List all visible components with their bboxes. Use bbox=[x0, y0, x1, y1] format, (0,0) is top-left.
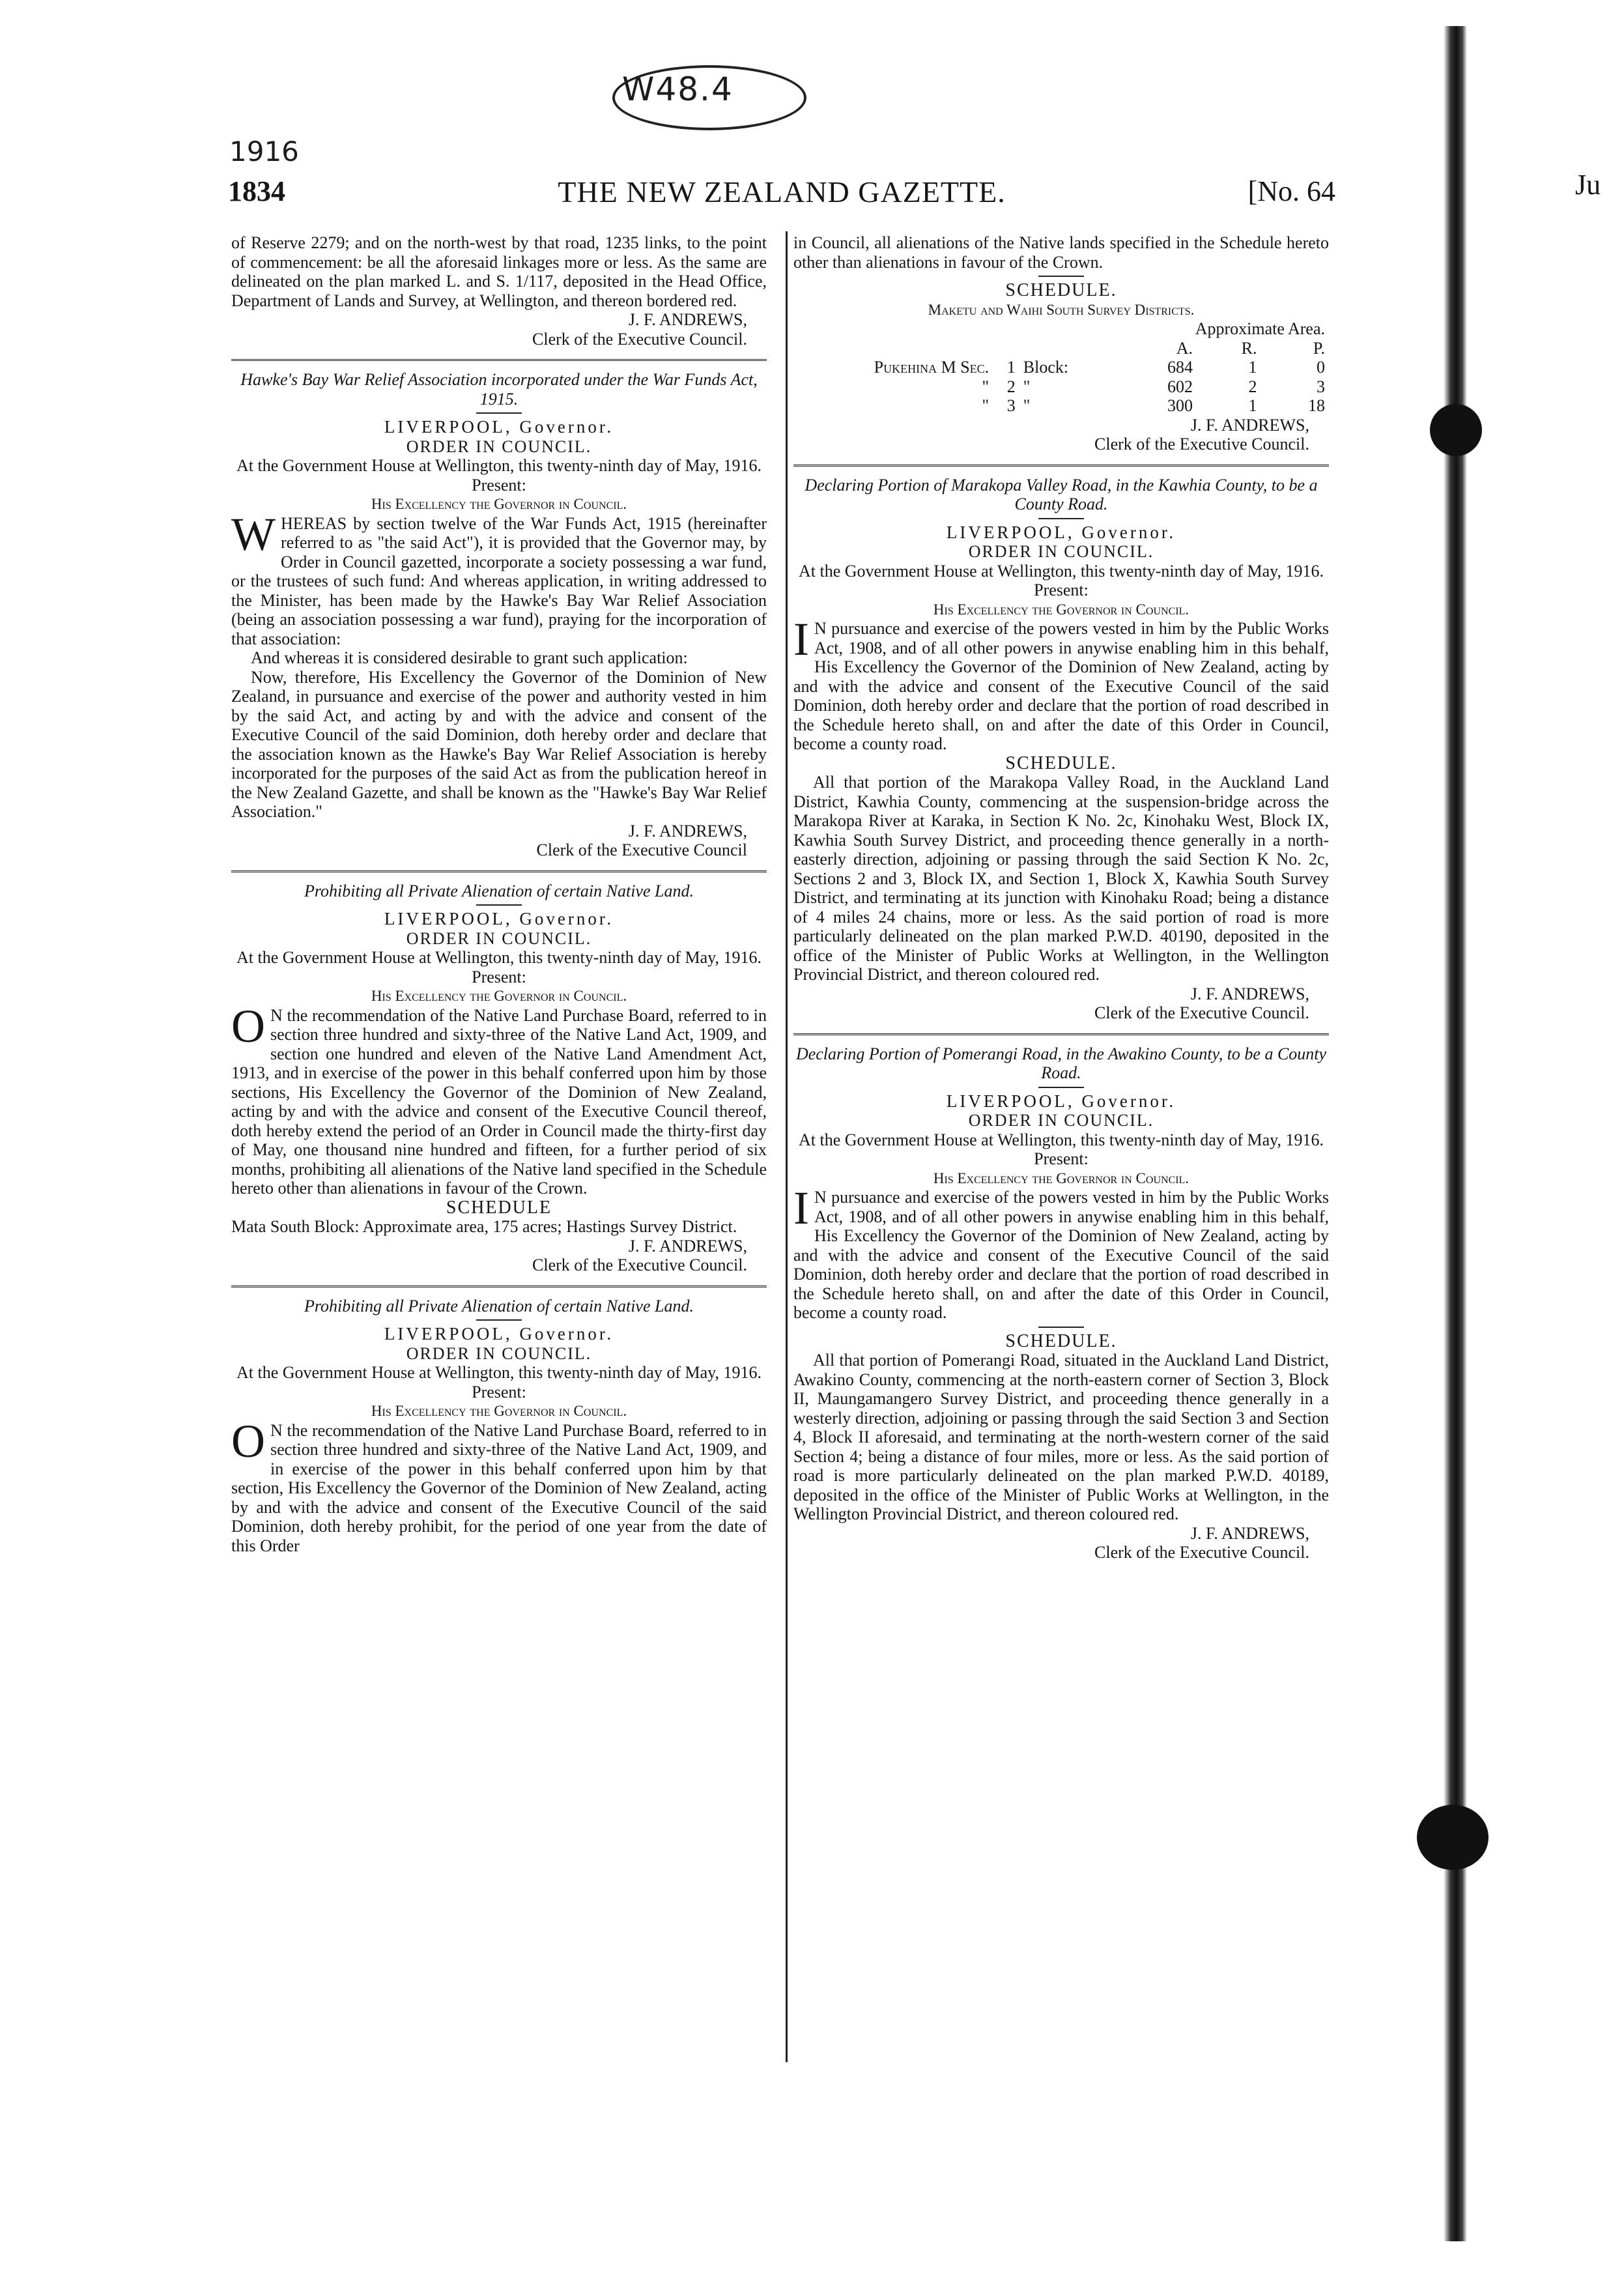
table-row: Pukehina M Sec. 1 Block: 684 1 0 bbox=[874, 358, 1325, 377]
excellency-line: His Excellency the Governor in Council. bbox=[933, 601, 1190, 618]
drop-cap: O bbox=[231, 999, 265, 1052]
body-paragraph: O N the recommendation of the Native Land Purchase Board, referred to in section three hundred and sixty-three of the Native Land Act, 1909, and in exercise of the power in this behalf conferred upon him by that section, His Excellency the Governor of the Dominion of New Zealand, acting by and with the advice and consent of the Executive Council of the said Dominion, doth hereby prohibit, for the period of one year from the date of this Order bbox=[231, 1414, 767, 1555]
present-label: Present: bbox=[1034, 581, 1089, 599]
schedule-table bbox=[793, 319, 1329, 416]
drop-cap: I bbox=[793, 1182, 809, 1234]
excellency-line: His Excellency the Governor in Council. bbox=[371, 988, 627, 1004]
signature-title: Clerk of the Executive Council. bbox=[532, 329, 747, 349]
place-date: At the Government House at Wellington, this twenty-ninth day of May, 1916. bbox=[799, 1130, 1324, 1149]
section-divider bbox=[231, 359, 767, 362]
binding-hole-bottom bbox=[1417, 1805, 1489, 1870]
order-in-council: ORDER IN COUNCIL. bbox=[968, 1111, 1154, 1130]
present-label: Present: bbox=[472, 967, 526, 986]
place-date: At the Government House at Wellington, this twenty-ninth day of May, 1916. bbox=[799, 561, 1324, 581]
handwritten-year: 1916 bbox=[229, 136, 299, 167]
excellency-line: His Excellency the Governor in Council. bbox=[371, 496, 627, 512]
right-column bbox=[793, 233, 1329, 1562]
section-divider bbox=[793, 465, 1329, 468]
excellency-line: His Excellency the Governor in Council. bbox=[371, 1403, 627, 1419]
signature: J. F. ANDREWS, bbox=[1190, 984, 1309, 1003]
schedule-text: Mata South Block: Approximate area, 175 acres; Hastings Survey District. bbox=[231, 1217, 737, 1236]
body-paragraph: I N pursuance and exercise of the powers vested in him by the Public Works Act, 1908, and of all other powers in anywise enabling him in this behalf, His Excellency the Governor of the Dominion of New Zealand, acting by and with the advice and consent of the Executive Council of the said Dominion, doth hereby order and declare that the portion of road described in the Schedule hereto shall, on and after the date of this Order in Council, become a county road. bbox=[793, 613, 1329, 753]
issue-number: [No. 64 bbox=[1247, 175, 1335, 207]
rule bbox=[476, 1319, 522, 1321]
notice-heading: Declaring Portion of Marakopa Valley Road, in the Kawhia County, to be a County Road. bbox=[805, 475, 1318, 513]
body-paragraph: WHEREAS by section twelve of the War Funds Act, 1915 (hereinafter referred to as "the said Act"), it is provided that the Governor may, by Order in Council gazetted, incorporate a society possessing a war fund, or the trustees of such fund: And whereas application, in writing addressed to the Minister, has been made by the Hawke's Bay War Relief Association (being an association possessing a war fund), praying for the incorporation of that association: bbox=[231, 508, 767, 648]
signature: J. F. ANDREWS, bbox=[1190, 415, 1309, 435]
present-label: Present: bbox=[472, 475, 526, 495]
gazette-title: THE NEW ZEALAND GAZETTE. bbox=[558, 175, 1006, 208]
governor-line: LIVERPOOL, Governor. bbox=[384, 417, 614, 437]
rule bbox=[1038, 1087, 1084, 1088]
signature-title: Clerk of the Executive Council. bbox=[1094, 1543, 1309, 1562]
rule bbox=[1038, 1327, 1084, 1328]
governor-line: LIVERPOOL, Governor. bbox=[946, 522, 1176, 542]
left-column bbox=[231, 233, 767, 1555]
table-row: " 2 " 602 2 3 bbox=[982, 377, 1325, 396]
governor-line: LIVERPOOL, Governor. bbox=[384, 909, 614, 928]
signature: J. F. ANDREWS, bbox=[628, 821, 747, 840]
column-divider bbox=[786, 231, 788, 2062]
signature-title: Clerk of the Executive Council bbox=[536, 840, 747, 859]
present-label: Present: bbox=[1034, 1149, 1089, 1168]
schedule-heading: SCHEDULE bbox=[446, 1197, 552, 1218]
rule bbox=[476, 904, 522, 906]
next-page-edge-text: Ju bbox=[1575, 169, 1601, 201]
districts-line: Maketu and Waihi South Survey Districts. bbox=[928, 301, 1195, 318]
signature: J. F. ANDREWS, bbox=[628, 1236, 747, 1256]
notice-heading: Hawke's Bay War Relief Association incorporated under the War Funds Act, 1915. bbox=[240, 370, 758, 409]
section-divider bbox=[231, 1285, 767, 1289]
page-number: 1834 bbox=[228, 175, 285, 207]
signature: J. F. ANDREWS, bbox=[1190, 1523, 1309, 1543]
continued-text: of Reserve 2279; and on the north-west by that road, 1235 links, to the point of commencement: be all the aforesaid linkages more or less. As the same are delineated on the plan marked L. and S. 1/117, deposited in the Head Office, Department of Lands and Survey, at Wellington, and thereon bordered red. bbox=[231, 233, 767, 310]
rule bbox=[476, 412, 522, 414]
excellency-line: His Excellency the Governor in Council. bbox=[933, 1170, 1190, 1186]
present-label: Present: bbox=[472, 1382, 526, 1401]
order-in-council: ORDER IN COUNCIL. bbox=[406, 1343, 592, 1363]
body-paragraph: I N pursuance and exercise of the powers vested in him by the Public Works Act, 1908, and of all other powers in anywise enabling him in this behalf, His Excellency the Governor of the Dominion of New Zealand, acting by and with the advice and consent of the Executive Council of the said Dominion, doth hereby order and declare that the portion of road described in the Schedule hereto shall, on and after the date of this Order in Council, become a county road. bbox=[793, 1182, 1329, 1322]
drop-cap: I bbox=[793, 613, 809, 665]
page-header bbox=[228, 175, 1335, 214]
binding-hole-top bbox=[1430, 404, 1482, 456]
table-header-row bbox=[793, 319, 1329, 339]
body-paragraph: And whereas it is considered desirable to grant such application: bbox=[251, 648, 688, 667]
rule bbox=[1038, 518, 1084, 519]
place-date: At the Government House at Wellington, this twenty-ninth day of May, 1916. bbox=[236, 456, 762, 475]
place-date: At the Government House at Wellington, this twenty-ninth day of May, 1916. bbox=[236, 1363, 762, 1382]
area-heading: Approximate Area. bbox=[1195, 319, 1325, 338]
signature: J. F. ANDREWS, bbox=[628, 310, 747, 329]
order-in-council: ORDER IN COUNCIL. bbox=[968, 542, 1154, 561]
drop-cap: O bbox=[231, 1414, 265, 1467]
notice-heading: Prohibiting all Private Alienation of certain Native Land. bbox=[304, 1296, 694, 1315]
body-paragraph: O N the recommendation of the Native Land Purchase Board, referred to in section three hundred and sixty-three of the Native Land Act, 1909, and section one hundred and eleven of the Native Land Amendment Act, 1913, and in exercise of the power in this behalf conferred upon him by those sections, His Excellency the Governor of the Dominion of New Zealand, acting by and with the advice and consent of the Executive Council thereof, doth hereby extend the period of an Order in Council made the thirty-first day of May, one thousand nine hundred and fifteen, for a further period of six months, prohibiting all alienations of the Native land specified in the Schedule hereto other than alienations in favour of the Crown. bbox=[231, 999, 767, 1198]
signature-title: Clerk of the Executive Council. bbox=[1094, 1003, 1309, 1022]
notice-heading: Prohibiting all Private Alienation of certain Native Land. bbox=[304, 881, 694, 900]
notice-heading: Declaring Portion of Pomerangi Road, in the Awakino County, to be a County Road. bbox=[795, 1044, 1327, 1082]
continued-text: in Council, all alienations of the Native lands specified in the Schedule hereto other than alienations in favour of the Crown. bbox=[793, 233, 1329, 272]
schedule-text: All that portion of the Marakopa Valley Road, in the Auckland Land District, Kawhia County, commencing at the suspension-bridge across the Marakopa River at Karaka, in Section K No. 2c, Kinohaku West, Block IX, Kawhia South Survey District, and proceeding thence generally in a north-easterly direction, adjoining or passing through the said Section K No. 2c, Sections 2 and 3, Block IX, and Section 1, Block X, Kawhia South Survey District, and terminating at its junction with Kinohaku Road; being a distance of 4 miles 24 chains, more or less. As the said portion of road is more particularly delineated on the plan marked P.W.D. 40190, deposited in the office of the Minister of Public Works at Wellington, in the Wellington Provincial District, and thereon coloured red. bbox=[793, 773, 1329, 984]
table-row: " 3 " 300 1 18 bbox=[982, 396, 1325, 415]
governor-line: LIVERPOOL, Governor. bbox=[384, 1324, 614, 1343]
drop-cap: W bbox=[231, 508, 276, 560]
order-in-council: ORDER IN COUNCIL. bbox=[406, 928, 592, 948]
body-paragraph: Now, therefore, His Excellency the Governor of the Dominion of New Zealand, in pursuance and exercise of the power and authority vested in him by the said Act, and acting by and with the advice and consent of the Executive Council of the said Dominion, doth hereby order and declare that the association known as the Hawke's Bay War Relief Association is hereby incorporated for the purposes of the said Act as from the publication hereof in the New Zealand Gazette, and shall be known as the "Hawke's Bay War Relief Association." bbox=[231, 667, 767, 821]
schedule-heading: SCHEDULE. bbox=[1005, 1330, 1117, 1351]
handwritten-reference: W48.4 bbox=[622, 70, 734, 108]
rule bbox=[1038, 276, 1084, 277]
schedule-heading: SCHEDULE. bbox=[1005, 280, 1117, 300]
signature-title: Clerk of the Executive Council. bbox=[532, 1256, 747, 1274]
order-in-council: ORDER IN COUNCIL. bbox=[406, 437, 592, 456]
schedule-text: All that portion of Pomerangi Road, situated in the Auckland Land District, Awakino County, commencing at the north-eastern corner of Section 3, Block II, Maungamangero Survey District, and proceeding thence generally in a westerly direction, adjoining or passing through the said Section 3 and Section 4, Block II aforesaid, and terminating at the north-western corner of the said Section 4; being a distance of four miles, more or less. As the said portion of road is more particularly delineated on the plan marked P.W.D. 40189, deposited in the office of the Minister of Public Works at Wellington, in the Wellington Provincial District, and thereon coloured red. bbox=[793, 1351, 1329, 1523]
units-row: A. R. P. bbox=[1176, 338, 1325, 358]
schedule-heading: SCHEDULE. bbox=[1005, 753, 1117, 773]
section-divider bbox=[793, 1033, 1329, 1037]
section-divider bbox=[231, 870, 767, 874]
governor-line: LIVERPOOL, Governor. bbox=[946, 1091, 1176, 1111]
place-date: At the Government House at Wellington, this twenty-ninth day of May, 1916. bbox=[236, 948, 762, 967]
signature-title: Clerk of the Executive Council. bbox=[1094, 435, 1309, 453]
binding-shadow bbox=[1444, 26, 1467, 2241]
